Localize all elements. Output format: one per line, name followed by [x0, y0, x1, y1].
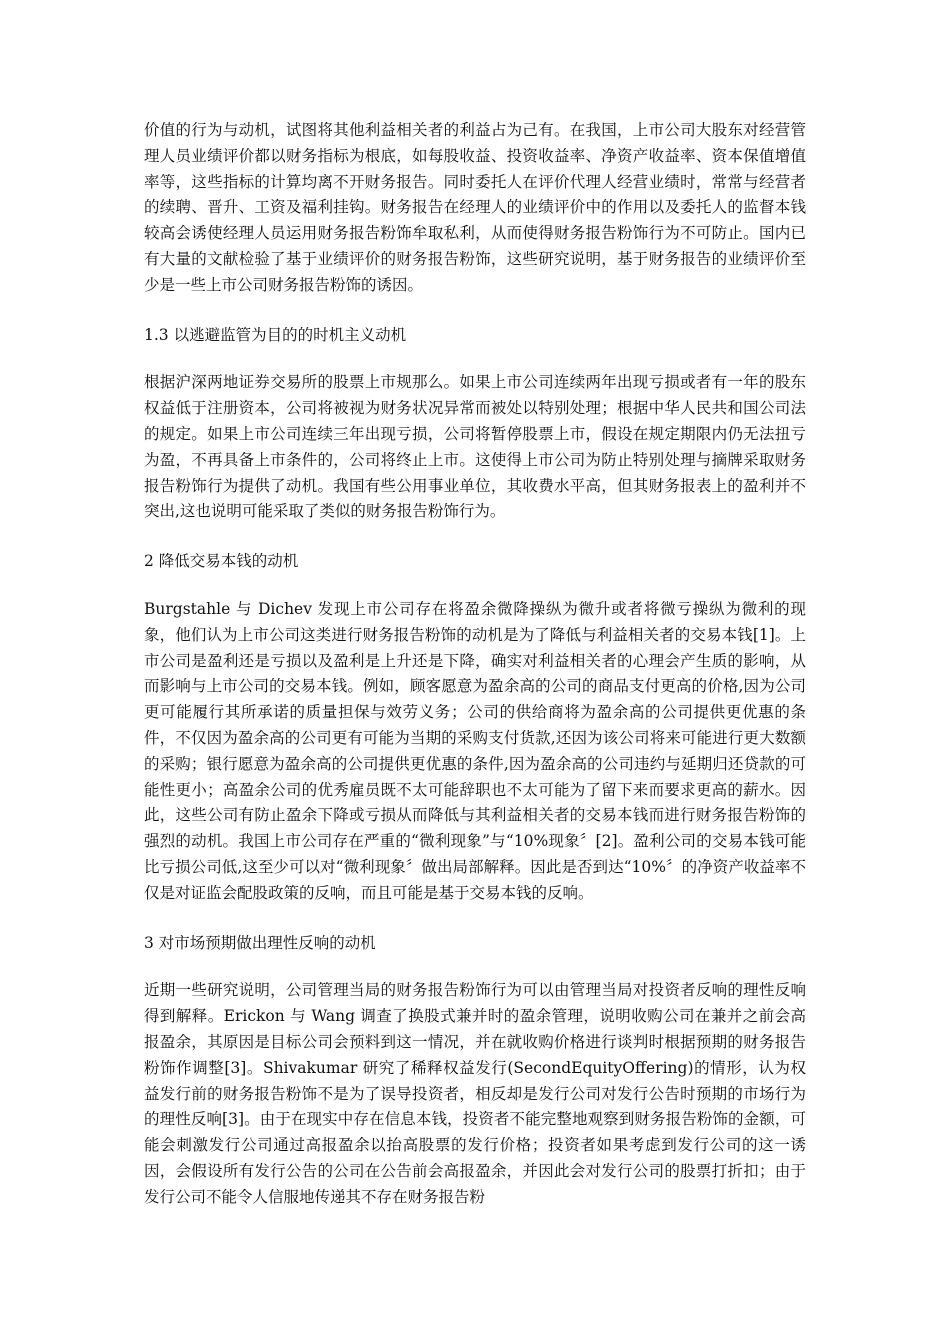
heading-spacer [144, 575, 806, 597]
paragraph-spacer [144, 525, 806, 549]
section-heading-3: 3 对市场预期做出理性反响的动机 [144, 933, 376, 952]
paragraph-spacer [144, 299, 806, 323]
heading-spacer [144, 348, 806, 370]
heading-spacer [144, 956, 806, 978]
paragraph-spacer [144, 907, 806, 931]
paragraph-performance-evaluation: 价值的行为与动机，试图将其他利益相关者的利益占为己有。在我国，上市公司大股东对经营管理人员业绩评价都以财务指标为根底，如每股收益、投资收益率、净资产收益率、资本保值增值率等，这些指标的计算均离不开财务报告。同时委托人在评价代理人经营业绩时，常常与经营者的续聘、晋升、工资及福利挂钩。财务报告在经理人的业绩评价中的作用以及委托人的监督本钱较高会诱使经理人员运用财务报告粉饰牟取私利，从而使得财务报告粉饰行为不可防止。国内已有大量的文献检验了基于业绩评价的财务报告粉饰，这些研究说明，基于财务报告的业绩评价至少是一些上市公司财务报告粉饰的诱因。 [144, 121, 806, 294]
paragraph-transaction-cost: Burgstahle 与 Dichev 发现上市公司存在将盈余微降操纵为微升或者将微亏操纵为微利的现象，他们认为上市公司这类进行财务报告粉饰的动机是为了降低与利益相关者的交易本钱[1]。上市公司是盈利还是亏损以及盈利是上升还是下降，确实对利益相关者的心理会产生质的影响，从而影响与上市公司的交易本钱。例如，顾客愿意为盈余高的公司的商品支付更高的价格,因为公司更可能履行其所承诺的质量担保与效劳义务；公司的供给商将为盈余高的公司提供更优惠的条件，不仅因为盈余高的公司更有可能为当期的采购支付货款,还因为该公司将来可能进行更大数额的采购；银行愿意为盈余高的公司提供更优惠的条件,因为盈余高的公司违约与延期归还贷款的可能性更小；高盈余公司的优秀雇员既不太可能辞职也不太可能为了留下来而要求更高的薪水。因此，这些公司有防止盈余下降或亏损从而降低与其利益相关者的交易本钱而进行财务报告粉饰的强烈的动机。我国上市公司存在严重的“微利现象”与“10%现象〞[2]。盈利公司的交易本钱可能比亏损公司低,这至少可以对“微利现象〞做出局部解释。因此是否到达“10%〞的净资产收益率不仅是对证监会配股政策的反响，而且可能是基于交易本钱的反响。 [144, 599, 806, 902]
paragraph-regulatory-evasion: 根据沪深两地证券交易所的股票上市规那么。如果上市公司连续两年出现亏损或者有一年的股东权益低于注册资本，公司将被视为财务状况异常而被处以特别处理；根据中华人民共和国公司法的规定。如果上市公司连续三年出现亏损，公司将暂停股票上市，假设在规定期限内仍无法扭亏为盈，不再具备上市条件的，公司将终止上市。这使得上市公司为防止特别处理与摘牌采取财务报告粉饰行为提供了动机。我国有些公用事业单位，其收费水平高，但其财务报表上的盈利并不突出,这也说明可能采取了类似的财务报告粉饰行为。 [144, 373, 806, 521]
paragraph-market-expectation: 近期一些研究说明，公司管理当局的财务报告粉饰行为可以由管理当局对投资者反响的理性反响得到解释。Erickon 与 Wang 调查了换股式兼并时的盈余管理，说明收购公司在兼并之前会高报盈余，其原因是目标公司会预料到这一情况，并在就收购价格进行谈判时根据预期的财务报告粉饰作调整[3]。Shivakumar 研究了稀释权益发行(SecondEquityOffering)的情形，认为权益发行前的财务报告粉饰不是为了误导投资者，相反却是发行公司对发行公告时预期的市场行为的理性反响[3]。由于在现实中存在信息本钱，投资者不能完整地观察到财务报告粉饰的金额，可能会刺激发行公司通过高报盈余以抬高股票的发行价格；投资者如果考虑到发行公司的这一诱因，会假设所有发行公告的公司在公告前会高报盈余，并因此会对发行公司的股票打折扣；由于发行公司不能令人信服地传递其不存在财务报告粉 [144, 981, 806, 1206]
section-heading-1-3: 1.3 以逃避监管为目的的时机主义动机 [144, 325, 407, 344]
section-heading-2: 2 降低交易本钱的动机 [144, 552, 299, 571]
document-page [144, 118, 806, 1210]
